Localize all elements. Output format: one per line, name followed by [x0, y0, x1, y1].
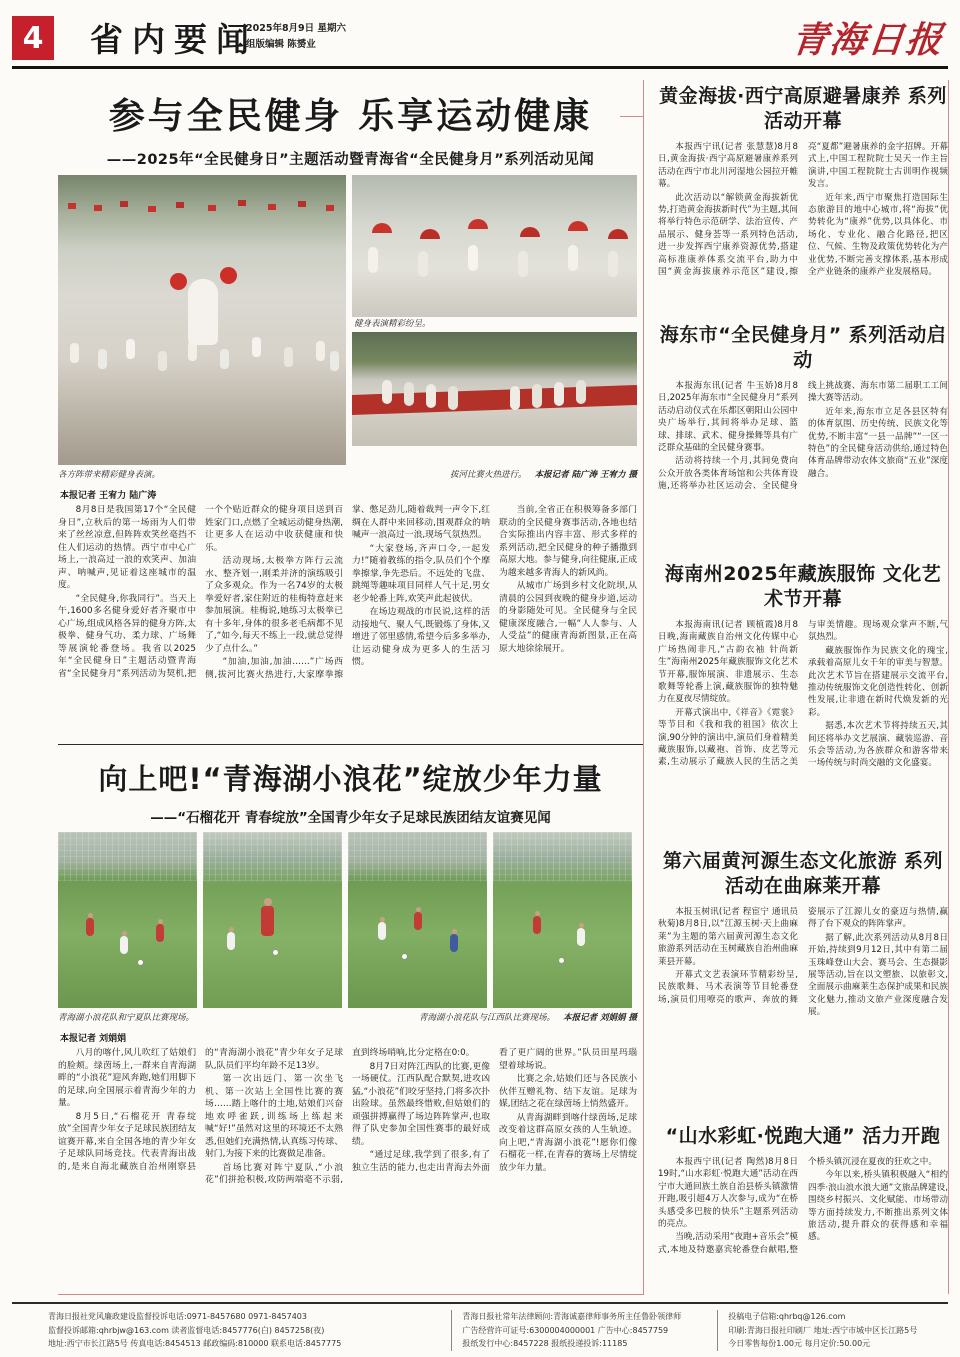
article-hainan-tibetan-costume [658, 562, 948, 815]
caption-tug-text: 拔河比赛火热进行。 [449, 470, 527, 480]
body-paragraph: 8月5日,“石榴花开 青春绽放”全国青少年女子足球民族团结友谊赛开幕,来自全国各地的青少年女子足球队同场竞技。代表青海出战的,是来自海北藏族自治州刚察县的“青海湖小浪花”青少年女子足球队,队员们平均年龄不足13岁。 [58, 1048, 343, 1172]
photo-plaza-exercise [58, 175, 346, 465]
body-paragraph: 从青海湖畔到喀什绿茵场,足球改变着这群高原女孩的人生轨迹。向上吧,“青海湖小浪花”!愿你们像石榴花一样,在青春的赛场上尽情绽放少年力量。 [499, 1112, 637, 1173]
body-paragraph: 本报玉树讯(记者 程宦宁 通讯员 秋菊)8月8日,以“江源玉树·天上曲麻莱”为主题的第六届黄河源生态文化旅游系列活动在玉树藏族自治州曲麻莱县开幕。 [658, 907, 798, 967]
fence-decor [493, 832, 632, 881]
player-figure [450, 934, 458, 952]
footer-line: 报纸发行中心:8457228 报纸投递投诉:11185 [462, 1339, 628, 1348]
caption-jiangxi-text: 青海湖小浪花队与江西队比赛现场。 [418, 1013, 555, 1023]
brief-body [658, 619, 948, 815]
body-paragraph: 据悉,本次艺术节将持续五天,其间还将举办文艺展演、藏装巡游、音乐会等活动,为各族群众和游客带来一场传统与时尚交融的文化盛宴。 [808, 721, 948, 769]
body-paragraph: 当前,全省正在积极筹备多部门联动的全民健身赛事活动,各地也结合实际推出内容丰富、形式多样的系列活动,把全民健身的种子播撒到高原大地。参与健身,向往健康,正成为越来越多青海人的新风尚。 [499, 505, 637, 578]
second-body-text [58, 1047, 637, 1295]
body-paragraph: 藏族服饰作为民族文化的瑰宝,承载着高原儿女千年的审美与智慧。此次艺术节旨在搭建展示交流平台,推动传统服饰文化创造性转化、创新性发展,让非遗在新时代焕发新的光彩。 [808, 645, 948, 718]
body-paragraph: 此次活动以“解锁黄金海拔新优势,打造黄金海拔新时代”为主题,其间将举行特色示范研学、法治宣传、产品展示、健身荟等一系列特色活动,进一步发挥西宁康养资源优势,搭建高标准康养体系交流平台,助力中国“黄金海拔康养示范区”建设,擦亮“夏都”避暑康养的金字招牌。开幕式上,中国工程院院士吴天一作主旨演讲,中国工程院院士古训明作视频发言。 [658, 142, 948, 278]
footer-line: 地址:西宁市长江路5号 传真电话:8454513 邮政编码:810000 联系电话:8457775 [48, 1339, 342, 1348]
crowd-figures [70, 343, 79, 363]
body-paragraph: 近年来,西宁市聚焦打造国际生态旅游目的地中心城市,将“海拔”优势转化为“康养”优势,以具体化、市场化、专业化、融合化路径,把区位、气候、生物及政策优势转化为产业优势,不断完善支撑体系,基本形成全产业链条的康养产业发展格局。 [808, 192, 948, 278]
article-haidong-fitness-month [658, 323, 948, 522]
body-paragraph: “通过足球,我学到了很多,有了独立生活的能力,也走出青海去外面看了更广阔的世界。”队员田星玛瑙望着球场说。 [352, 1048, 637, 1173]
body-paragraph: 8月8日是我国第17个“全民健身日”,立秋后的第一场雨为人们带来了丝丝凉意,但阵阵欢笑丝毫挡不住人们运动的热情。西宁市中心广场上,一浪高过一浪的欢笑声、加油声、呐喊声,见证着这座城市的温度。 [58, 505, 196, 590]
photo-match-jiangxi-1 [348, 832, 487, 1008]
article-datong-night-run [658, 1124, 948, 1268]
brief-headline: “山水彩虹·悦跑大通” 活力开跑 [665, 1125, 941, 1147]
body-paragraph: 第一次出远门、第一次坐飞机、第一次站上全国性比赛的赛场……踏上喀什的土地,姑娘们兴奋地欢呼雀跃,训练场上练起来喊“好!”虽然对这里的环境还不太熟悉,但她们充满热情,认真练习传球、射门,为接下来的比赛做足准备。 [205, 1074, 343, 1159]
flags-decor [68, 203, 76, 209]
main-body-text [58, 504, 637, 736]
football-captions [58, 1011, 637, 1026]
page-footer [12, 1302, 948, 1351]
page-number-badge: 4 [12, 16, 54, 60]
red-carpet-decor [352, 385, 637, 415]
second-subtitle: ——“石榴花开 青春绽放”全国青少年女子足球民族团结友谊赛见闻 [150, 810, 551, 826]
body-paragraph: 8月7日对阵江西队的比赛,更像一场硬仗。江西队配合默契,进攻凶猛,“小浪花”们咬牙坚持,门将多次扑出险球。虽然最终惜败,但姑娘们的顽强拼搏赢得了场边阵阵掌声,也取得了队史参加全国性赛事的最好成绩。 [352, 1061, 490, 1147]
masthead-logo: 青海日报 [789, 19, 946, 61]
photo-match-jiangxi-2 [493, 832, 632, 1008]
footer-line: 广告经营许可证号:6300004000001 广告中心:8457759 [462, 1325, 669, 1335]
body-paragraph: 在场边观战的市民说,这样的活动接地气、聚人气,既锻炼了身体,又增进了邻里感情,希望今后多多举办,让运动健身成为更多人的生活习惯。 [352, 607, 490, 667]
body-paragraph: 比赛之余,姑娘们还与各民族小伙伴互赠礼物、结下友谊。足球为媒,团结之花在绿茵场上悄然盛开。 [499, 1074, 637, 1109]
second-byline: 本报记者 刘娟娟 [60, 1034, 127, 1044]
lead-performer-figure [188, 279, 218, 345]
body-paragraph: 活动现场,太极拳方阵行云流水、整齐划一,刚柔并济的演练吸引了众多观众。作为一名74岁的太极拳爱好者,家住附近的桂梅特意赶来参加展演。桂梅说,她练习太极拳已有十多年,身体的很多老毛病都不见了,“如今,每天不练上一段,就总觉得少了点什么。” [205, 556, 343, 654]
footer-print-block [717, 1310, 948, 1351]
section-title: 省内要闻 [90, 20, 258, 59]
brief-body [658, 380, 948, 522]
red-fan-left [170, 273, 187, 290]
article-fitness [58, 80, 643, 736]
date-line: 2025年8月9日 星期六 [246, 23, 346, 34]
content-area [58, 80, 949, 1294]
brief-body [658, 141, 948, 295]
body-paragraph: 近年来,海东市立足各县区特有的体育氛围、历史传统、民族文化等优势,不断丰富“一县一品牌”“一区一特色”的全民健身活动供给,通过特色体育品牌带动农体文旅商“五业”深度融合。 [808, 406, 948, 479]
player-figure [120, 936, 128, 954]
second-headline: 向上吧!“青海湖小浪花”绽放少年力量 [98, 762, 603, 796]
photo-match-ningxia-1 [58, 832, 197, 1008]
player-figure [577, 928, 585, 946]
brief-headline: 黄金海拔·西宁高原避暑康养 系列活动开幕 [659, 85, 947, 132]
performer-figures [368, 247, 378, 273]
caption-tug [450, 468, 637, 483]
player-figure [533, 916, 541, 934]
main-captions [58, 468, 637, 483]
article-football [58, 744, 643, 1295]
fence-decor [203, 832, 342, 881]
body-paragraph: 首场比赛对阵宁夏队,“小浪花”们拼抢积极,攻防两端毫不示弱,直到终场哨响,比分定格在0:0。 [205, 1048, 475, 1185]
body-paragraph: “大家登场,齐声口令,一起发力!”随着教练的指令,队员们个个摩拳擦掌,争先恐后。不远处的飞盘、跳绳等趣味项目同样人气十足,男女老少轮番上阵,欢笑声此起彼伏。 [352, 543, 490, 604]
body-paragraph: 本报海东讯(记者 牛玉娇)8月8日,2025年海东市“全民健身月”系列活动启动仪式在乐都区朝阳山公园中央广场举行,其间将举办足球、篮球、排球、武术、健身操舞等具有广泛群众基础的全民健身赛事。 [658, 381, 798, 454]
photo-fan-performance [352, 175, 637, 317]
footer-line: 青海日报社常年法律顾问:青海诚嘉律师事务所主任鲁卧领律师 [462, 1312, 682, 1321]
body-paragraph: 当晚,活动采用“夜跑+音乐会”模式,本地及特邀嘉宾轮番登台献唱,整个桥头镇沉浸在夏夜的狂欢之中。 [658, 1157, 937, 1255]
football [402, 954, 407, 959]
player-figure [414, 912, 422, 930]
fence-decor [58, 832, 197, 881]
tug-team-figures [382, 380, 392, 404]
footer-line: 青海日报社党风廉政建设监督投诉电话:0971-8457680 0971-8457403 [48, 1312, 307, 1321]
player-figure [227, 932, 235, 950]
brief-headline: 第六届黄河源生态文化旅游 系列活动在曲麻莱开幕 [662, 850, 944, 897]
football [273, 950, 278, 955]
body-paragraph: 本报海南讯(记者 顾植霞)8月8日晚,海南藏族自治州文化传媒中心广场热闹非凡,“古韵衣袖 针尚新生”海南州2025年藏族服饰文化艺术节开幕,服饰展演、非遗展示、生态歌舞等轮番上演,藏族服饰的独特魅力在夏夜尽情绽放。 [658, 620, 798, 705]
football-photo-credit: 本报记者 刘娟娟 摄 [563, 1013, 637, 1023]
main-subtitle: ——2025年“全民健身日”主题活动暨青海省“全民健身月”系列活动见闻 [106, 152, 595, 168]
football [559, 958, 564, 963]
body-paragraph: 本报西宁讯(记者 张慧慧)8月8日,黄金海拔·西宁高原避暑康养系列活动在西宁市北川河湿地公园拉开帷幕。 [658, 142, 798, 190]
body-paragraph: 今年以来,桥头镇积极融入“相约四季·浪山浪水浪大通”文旅品牌建设,围绕乡村振兴、文化赋能、市场带动等方面持续发力,不断推出系列文体旅活动,提升群众的获得感和幸福感。 [808, 1170, 948, 1243]
photo-credit: 本报记者 陆广涛 王宥力 摄 [534, 470, 637, 480]
page-header [12, 12, 948, 64]
footer-line: 印刷:青海日报社印刷厂 地址:西宁市城中区长江路5号 [728, 1325, 918, 1335]
body-paragraph: “全民健身,你我同行”。当天上午,1600多名健身爱好者齐聚市中心广场,组成风格各异的健身方阵,太极拳、健身气功、柔力球、广场舞等展演轮番登场。我省以2025年“全民健身日”主题活动暨青海省“全民健身月”系列活动为契机,把一个个贴近群众的健身项目送到百姓家门口,点燃了全城运动健身热潮,让更多人在运动中收获健康和快乐。 [58, 505, 343, 679]
brief-headline: 海南州2025年藏族服饰 文化艺术节开幕 [664, 563, 942, 610]
body-paragraph: 从城市广场到乡村文化院坝,从清晨的公园到夜晚的健身步道,运动的身影随处可见。全民健身与全民健康深度融合,一幅“人人参与、人人受益”的健康青海新图景,正在高原大地徐徐展开。 [499, 581, 637, 654]
photo-tug-of-war [352, 332, 637, 446]
caption-plaza: 各方阵带来精彩健身表演。 [58, 470, 161, 480]
red-fans-decor [372, 223, 392, 233]
edition-meta [246, 21, 346, 53]
brief-body [658, 1156, 948, 1268]
body-paragraph: 据了解,此次系列活动从8月8日开始,持续到9月12日,其中有第二届玉珠峰登山大会、赛马会、生态摄影展等活动,旨在以文塑旅、以旅彰文,全面展示曲麻莱生态保护成果和民族文化魅力,推动文旅产业深度融合发展。 [808, 932, 948, 1018]
football-photo-group [58, 832, 637, 1008]
fence-decor [348, 832, 487, 881]
header-rule [12, 66, 948, 69]
body-paragraph: 八月的喀什,风儿吹红了姑娘们的脸颊。绿茵场上,一群来自青海湖畔的“小浪花”迎风奔跑,她们用脚下的足球,向全国展示着青海少年的力量。 [58, 1048, 196, 1108]
brief-headline: 海东市“全民健身月” 系列活动启动 [659, 324, 947, 371]
photo-match-ningxia-2 [203, 832, 342, 1008]
footer-contact-block [12, 1310, 451, 1351]
footer-line: 投稿电子信箱:qhrbq@126.com [728, 1312, 846, 1321]
player-figure [378, 922, 386, 940]
footer-line: 监督投诉邮箱:qhrbjw@163.com 读者监督电话:8457776(白) 8457258(夜) [48, 1325, 325, 1335]
article-xining-summer-health [658, 84, 948, 295]
right-column [658, 84, 948, 1296]
main-byline: 本报记者 王宥力 陆广涛 [60, 491, 157, 501]
body-paragraph: 活动将持续一个月,其间免费向公众开放各类体育场馆和公共体育设施,还将举办社区运动会、全民健身线上挑战赛、海东市第二届职工工间操大赛等活动。 [658, 381, 948, 492]
football [138, 960, 143, 965]
footer-legal-block [451, 1310, 717, 1351]
caption-jiangxi [419, 1011, 637, 1026]
main-headline: 参与全民健身 乐享运动健康 [108, 96, 593, 137]
player-figure [86, 918, 94, 936]
footer-line: 今日零售每份1.00元 每月定价:50.00元 [728, 1339, 871, 1348]
caption-ningxia: 青海湖小浪花队和宁夏队比赛现场。 [58, 1013, 195, 1023]
body-paragraph: 本报西宁讯(记者 陶然)8月8日19时,“山水彩虹·悦跑大通”活动在西宁市大通回族土族自治县桥头镇激情开跑,吸引超4万人次参与,成为“在桥头感受多巴胺的快乐”主题系列活动的亮点。 [658, 1157, 798, 1230]
red-fan-right [220, 267, 237, 284]
left-column [58, 80, 644, 1295]
main-photo-group [58, 175, 637, 465]
player-figure [261, 906, 274, 936]
player-figure [156, 924, 164, 942]
photo-stack [352, 175, 637, 465]
article-yellow-river-source [658, 849, 948, 1078]
body-paragraph: “加油,加油,加油……”广场西侧,拔河比赛火热进行,大家摩拳擦掌、憋足劲儿,随着裁判一声令下,红绸在人群中来回移动,围观群众的呐喊声一浪高过一浪,现场气氛热烈。 [205, 505, 490, 680]
editor-line: 组版编辑 陈赟业 [246, 39, 316, 50]
caption-fan-performance: 健身表演精彩纷呈。 [354, 319, 431, 329]
brief-body [658, 906, 948, 1078]
body-paragraph: 开幕式演出中,《祥音》《霓裳》等节目和《我和我的祖国》依次上演,90分钟的演出中,演员们身着精美藏族服饰,以藏袍、首饰、皮艺等元素,生动展示了藏族人民的生活之美与审美情趣。现场观众掌声不断,气氛热烈。 [658, 620, 948, 768]
body-paragraph: 开幕式文艺表演环节精彩纷呈,民族歌舞、马术表演等节目轮番登场,演员们用嘹亮的歌声、奔放的舞姿展示了江源儿女的豪迈与热情,赢得了台下观众的阵阵掌声。 [658, 907, 948, 1005]
